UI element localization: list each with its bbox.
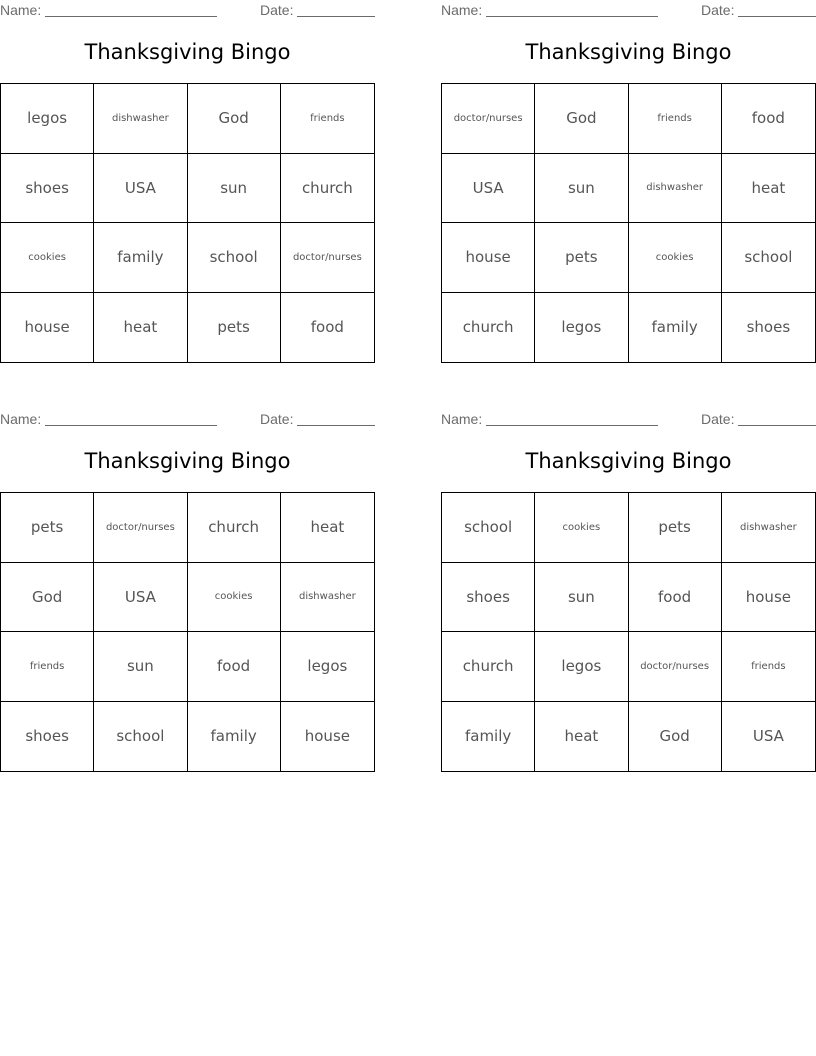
bingo-card	[0, 0, 375, 365]
bingo-cell: pets	[188, 293, 281, 363]
bingo-cell: shoes	[442, 563, 535, 633]
bingo-cell: family	[94, 223, 187, 293]
bingo-cell: family	[188, 702, 281, 772]
bingo-cell: house	[304, 727, 350, 746]
name-blank-line	[45, 425, 217, 426]
bingo-cell: sun	[535, 563, 628, 633]
card-title: Thanksgiving Bingo	[84, 449, 291, 473]
bingo-card	[0, 409, 375, 774]
bingo-cell: house	[442, 223, 535, 293]
bingo-grid	[441, 492, 816, 772]
bingo-cell: God	[188, 84, 281, 154]
bingo-cell: food	[629, 563, 722, 633]
bingo-cell: cookies	[188, 563, 281, 633]
name-date-header	[0, 409, 375, 431]
date-blank-line	[738, 16, 816, 17]
name-label: Name:	[441, 411, 483, 427]
name-label: Name:	[441, 2, 483, 18]
bingo-cell: legos	[535, 632, 628, 702]
bingo-cell: legos	[535, 293, 628, 363]
bingo-cell: pets	[1, 493, 94, 563]
bingo-cell: house	[1, 293, 94, 363]
bingo-card	[441, 409, 816, 774]
date-blank-line	[297, 16, 375, 17]
bingo-cell: friends	[629, 84, 722, 154]
name-date-header	[441, 409, 816, 431]
name-label: Name:	[0, 2, 42, 18]
name-blank-line	[486, 425, 658, 426]
name-blank-line	[486, 16, 658, 17]
bingo-cell: sun	[188, 154, 281, 224]
bingo-cell: heat	[94, 293, 187, 363]
bingo-cell: friends	[722, 632, 815, 702]
bingo-cell: family	[629, 293, 722, 363]
bingo-cell: doctor/nurses	[94, 493, 187, 563]
name-date-header	[0, 0, 375, 22]
date-label: Date:	[701, 411, 735, 427]
bingo-cell: legos	[1, 84, 94, 154]
bingo-cell: God	[535, 84, 628, 154]
bingo-cell: family	[442, 702, 535, 772]
bingo-cell: doctor/nurses	[281, 223, 374, 293]
bingo-cell: dishwasher	[722, 493, 815, 563]
card-title: Thanksgiving Bingo	[525, 40, 732, 64]
bingo-cell: sun	[94, 632, 187, 702]
bingo-cell: church	[188, 493, 281, 563]
bingo-grid	[441, 83, 816, 363]
date-label: Date:	[260, 411, 294, 427]
bingo-cell: USA	[442, 154, 535, 224]
bingo-cell: heat	[281, 493, 374, 563]
bingo-cell: pets	[535, 223, 628, 293]
bingo-card	[441, 0, 816, 365]
card-title: Thanksgiving Bingo	[84, 40, 291, 64]
bingo-cell: cookies	[535, 493, 628, 563]
date-label: Date:	[260, 2, 294, 18]
bingo-cell: heat	[722, 154, 815, 224]
bingo-cell: school	[94, 702, 187, 772]
bingo-cell: school	[442, 493, 535, 563]
name-label: Name:	[0, 411, 42, 427]
bingo-cell: cookies	[629, 223, 722, 293]
bingo-cell: USA	[94, 154, 187, 224]
bingo-cell: legos	[281, 632, 374, 702]
bingo-grid	[0, 492, 375, 772]
date-label: Date:	[701, 2, 735, 18]
bingo-cell: dishwasher	[629, 154, 722, 224]
name-date-header	[441, 0, 816, 22]
bingo-cell: dishwasher	[281, 563, 374, 633]
date-blank-line	[297, 425, 375, 426]
bingo-cell: shoes	[746, 318, 791, 337]
bingo-cell: God	[629, 702, 722, 772]
card-title: Thanksgiving Bingo	[525, 449, 732, 473]
bingo-cell: shoes	[1, 702, 94, 772]
bingo-cell: house	[722, 563, 815, 633]
name-blank-line	[45, 16, 217, 17]
bingo-cell: dishwasher	[94, 84, 187, 154]
bingo-cell: doctor/nurses	[629, 632, 722, 702]
bingo-cell: church	[442, 293, 535, 363]
bingo-cell: food	[310, 318, 344, 337]
bingo-cell: pets	[629, 493, 722, 563]
bingo-cell: doctor/nurses	[442, 84, 535, 154]
bingo-cell: church	[442, 632, 535, 702]
bingo-cell: sun	[535, 154, 628, 224]
date-blank-line	[738, 425, 816, 426]
bingo-cell: God	[1, 563, 94, 633]
bingo-cell: cookies	[1, 223, 94, 293]
bingo-cell: school	[188, 223, 281, 293]
bingo-cell: USA	[752, 727, 784, 746]
bingo-cell: friends	[281, 84, 374, 154]
bingo-cell: school	[722, 223, 815, 293]
bingo-cell: food	[722, 84, 815, 154]
bingo-cell: USA	[94, 563, 187, 633]
bingo-cell: food	[188, 632, 281, 702]
bingo-cell: heat	[535, 702, 628, 772]
bingo-cell: shoes	[1, 154, 94, 224]
bingo-cell: church	[281, 154, 374, 224]
bingo-cell: friends	[1, 632, 94, 702]
bingo-grid	[0, 83, 375, 363]
